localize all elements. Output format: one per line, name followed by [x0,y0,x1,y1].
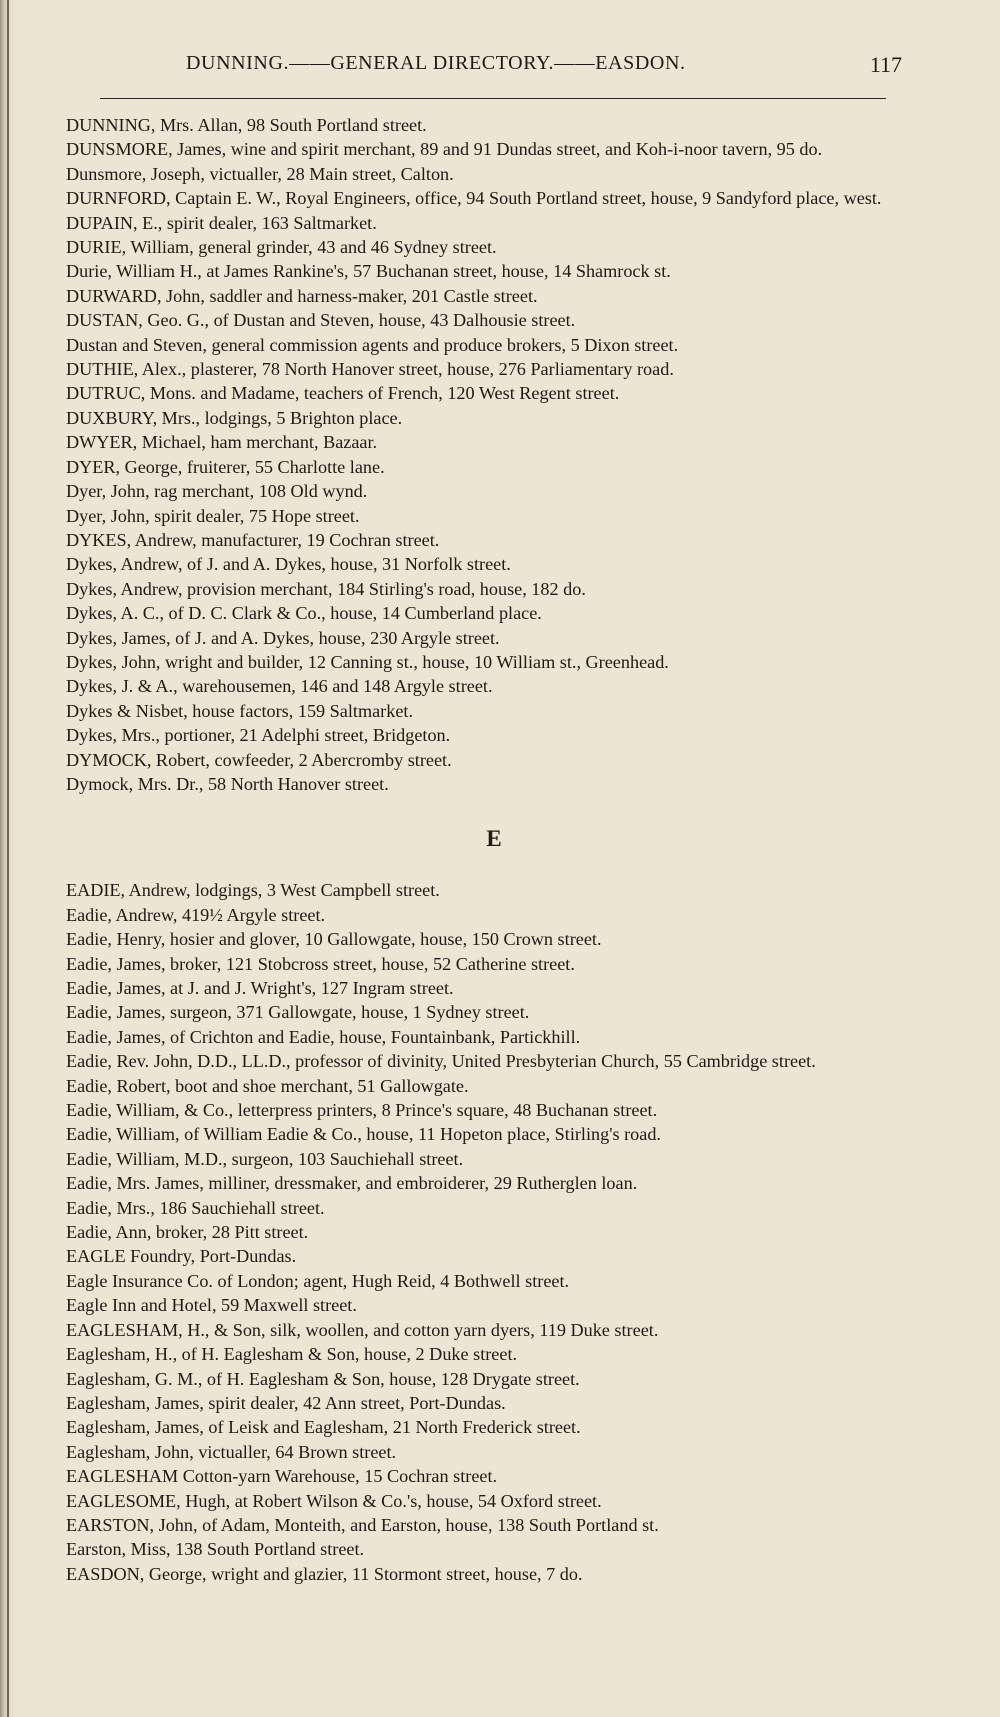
directory-entry: DURNFORD, Captain E. W., Royal Engineers, office, 94 South Portland street, house, 9 Sandyford place, west. [66,188,882,209]
directory-entry: Eadie, William, & Co., letterpress printers, 8 Prince's square, 48 Buchanan street. [66,1100,658,1121]
directory-entry: Eadie, Ann, broker, 28 Pitt street. [66,1222,309,1243]
directory-entry: Dykes, James, of J. and A. Dykes, house, 230 Argyle street. [66,627,500,648]
directory-entry: Dyer, John, spirit dealer, 75 Hope street. [66,505,360,526]
directory-entry: Eadie, William, M.D., surgeon, 103 Sauchiehall street. [66,1148,464,1169]
directory-entry: Eaglesham, James, of Leisk and Eaglesham, 21 North Frederick street. [66,1417,581,1438]
directory-entry: Dykes, Andrew, provision merchant, 184 Stirling's road, house, 182 do. [66,578,586,599]
directory-entry: Eaglesham, H., of H. Eaglesham & Son, house, 2 Duke street. [66,1344,518,1365]
directory-entry: Dykes & Nisbet, house factors, 159 Saltmarket. [66,700,414,721]
directory-entry: Eadie, Rev. John, D.D., LL.D., professor of divinity, United Presbyterian Church, 55 Cambridge street. [66,1051,816,1072]
directory-entry: DWYER, Michael, ham merchant, Bazaar. [66,432,378,453]
running-header [66,52,902,84]
directory-entry: EAGLE Foundry, Port-Dundas. [66,1246,297,1267]
directory-entry: Eadie, Mrs., 186 Sauchiehall street. [66,1197,325,1218]
directory-entry: Eadie, James, at J. and J. Wright's, 127 Ingram street. [66,978,454,998]
section-e-entries [66,878,902,1586]
directory-entry: Eadie, Henry, hosier and glover, 10 Gallowgate, house, 150 Crown street. [66,929,602,950]
directory-entry: EADIE, Andrew, lodgings, 3 West Campbell street. [66,880,440,901]
directory-entry: Dunsmore, Joseph, victualler, 28 Main street, Calton. [66,163,454,184]
directory-entry: Eaglesham, G. M., of H. Eaglesham & Son, house, 128 Drygate street. [66,1368,580,1389]
directory-entry: Eadie, Robert, boot and shoe merchant, 51 Gallowgate. [66,1075,469,1096]
section-d-entries [66,113,902,796]
page-number: 117 [869,52,902,77]
directory-entry: EARSTON, John, of Adam, Monteith, and Earston, house, 138 South Portland st. [66,1514,659,1535]
directory-entry: Eadie, Andrew, 419½ Argyle street. [66,904,326,925]
directory-entry: Dykes, John, wright and builder, 12 Canning st., house, 10 William st., Greenhead. [66,651,669,672]
directory-entry: DUNNING, Mrs. Allan, 98 South Portland street. [66,115,427,135]
directory-entry: DYMOCK, Robert, cowfeeder, 2 Abercromby street. [66,749,452,770]
directory-entry: Dykes, Andrew, of J. and A. Dykes, house, 31 Norfolk street. [66,554,511,575]
directory-entry: EAGLESHAM, H., & Son, silk, woollen, and cotton yarn dyers, 119 Duke street. [66,1319,659,1340]
directory-entry: Earston, Miss, 138 South Portland street. [66,1539,365,1560]
directory-entry: DURWARD, John, saddler and harness-maker, 201 Castle street. [66,285,538,306]
directory-entry: Dykes, J. & A., warehousemen, 146 and 148 Argyle street. [66,676,493,697]
directory-entry: DUXBURY, Mrs., lodgings, 5 Brighton place. [66,407,403,428]
header-rule [100,98,886,99]
directory-entry: Eadie, James, surgeon, 371 Gallowgate, house, 1 Sydney street. [66,1002,530,1023]
directory-entry: Eadie, William, of William Eadie & Co., house, 11 Hopeton place, Stirling's road. [66,1124,661,1145]
directory-entry: Eadie, Mrs. James, milliner, dressmaker, and embroiderer, 29 Rutherglen loan. [66,1173,638,1194]
running-title: DUNNING.——GENERAL DIRECTORY.——EASDON. [186,52,686,74]
page-spine [0,0,16,1717]
directory-entry: DUPAIN, E., spirit dealer, 163 Saltmarket. [66,212,377,233]
directory-entry: DUNSMORE, James, wine and spirit merchant, 89 and 91 Dundas street, and Koh-i-noor tavern, 95 do. [66,139,823,160]
directory-entry: Eadie, James, of Crichton and Eadie, house, Fountainbank, Partickhill. [66,1026,581,1047]
directory-entry: Eagle Inn and Hotel, 59 Maxwell street. [66,1295,357,1316]
spine-edge-line [7,0,9,1717]
directory-entry: DUTRUC, Mons. and Madame, teachers of French, 120 West Regent street. [66,383,620,404]
directory-entry: DUSTAN, Geo. G., of Dustan and Steven, house, 43 Dalhousie street. [66,310,576,331]
directory-page [66,52,902,1586]
directory-entry: Dykes, A. C., of D. C. Clark & Co., house, 14 Cumberland place. [66,603,542,624]
section-letter-heading: E [486,826,502,852]
directory-entry: Eaglesham, John, victualler, 64 Brown street. [66,1441,397,1462]
directory-entry: EAGLESHAM Cotton-yarn Warehouse, 15 Cochran street. [66,1466,498,1487]
directory-entry: Durie, William H., at James Rankine's, 57 Buchanan street, house, 14 Shamrock st. [66,261,671,282]
directory-entry: Dymock, Mrs. Dr., 58 North Hanover street. [66,773,389,794]
directory-entry: Eagle Insurance Co. of London; agent, Hugh Reid, 4 Bothwell street. [66,1270,570,1291]
directory-entry: Eaglesham, James, spirit dealer, 42 Ann street, Port-Dundas. [66,1392,506,1413]
directory-entry: Eadie, James, broker, 121 Stobcross street, house, 52 Catherine street. [66,953,575,974]
directory-entry: DYER, George, fruiterer, 55 Charlotte lane. [66,456,385,477]
directory-entry: Dyer, John, rag merchant, 108 Old wynd. [66,481,368,502]
directory-entry: DURIE, William, general grinder, 43 and 46 Sydney street. [66,237,497,258]
directory-entry: EAGLESOME, Hugh, at Robert Wilson & Co.'s, house, 54 Oxford street. [66,1490,602,1511]
directory-entry: DYKES, Andrew, manufacturer, 19 Cochran street. [66,529,440,550]
directory-entry: Dustan and Steven, general commission agents and produce brokers, 5 Dixon street. [66,334,679,355]
directory-entry: DUTHIE, Alex., plasterer, 78 North Hanover street, house, 276 Parliamentary road. [66,359,674,380]
directory-entry: EASDON, George, wright and glazier, 11 Stormont street, house, 7 do. [66,1563,583,1584]
directory-entry: Dykes, Mrs., portioner, 21 Adelphi street, Bridgeton. [66,725,451,746]
